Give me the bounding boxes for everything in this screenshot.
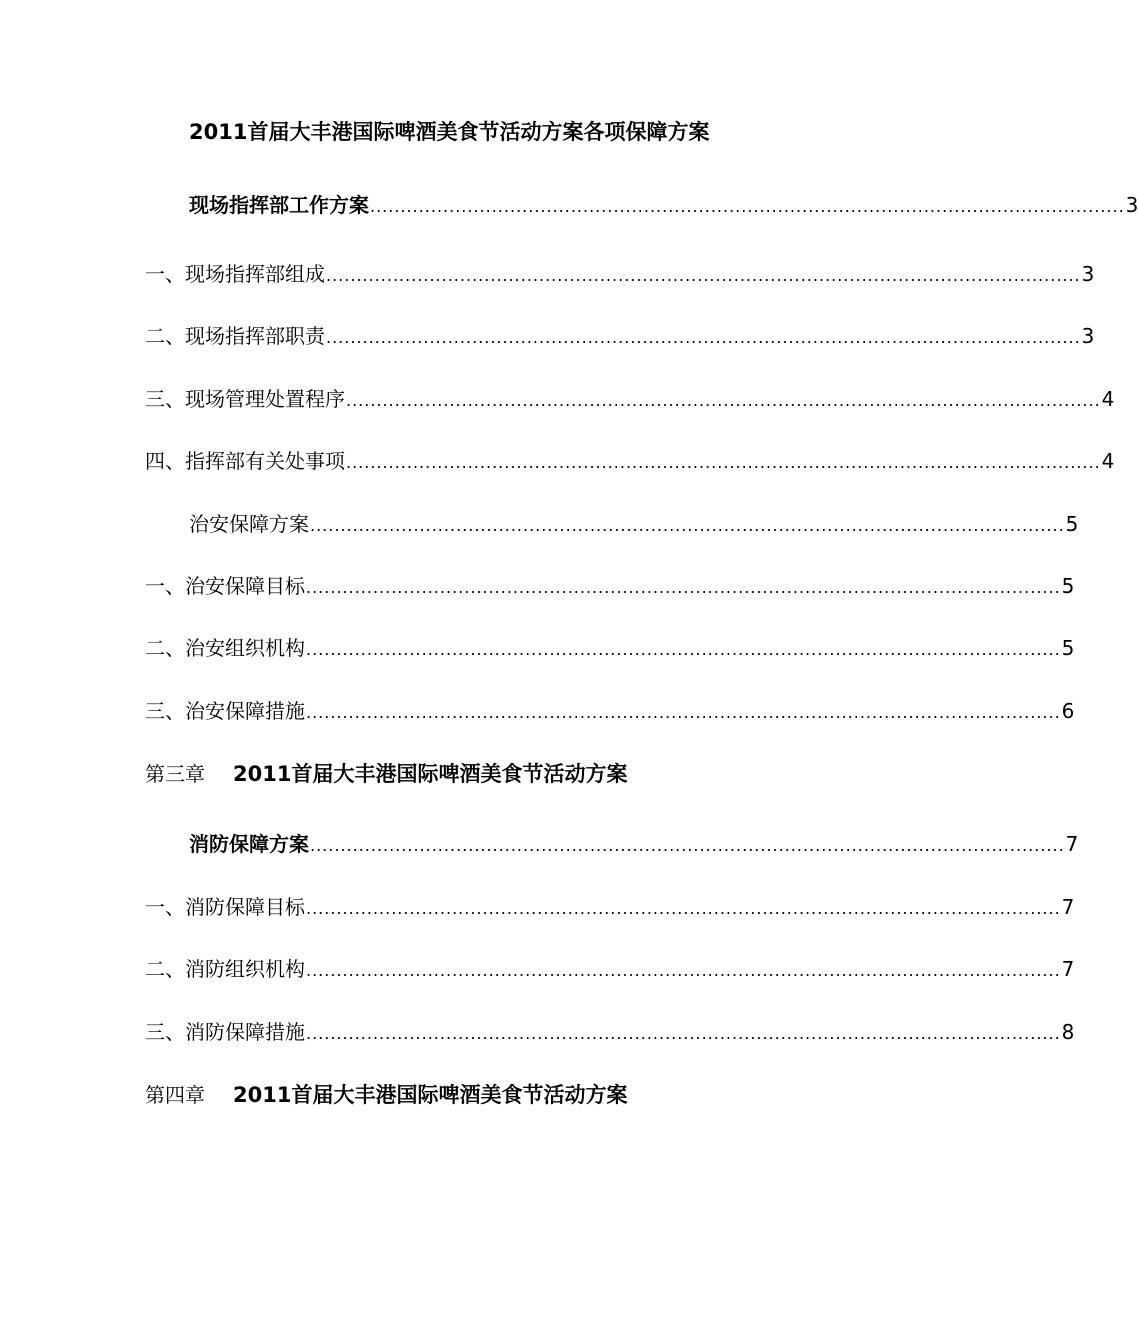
toc-entry-label: 一、消防保障目标 (145, 895, 305, 919)
document-title: 2011首届大丰港国际啤酒美食节活动方案各项保障方案 (189, 120, 710, 144)
toc-entry[interactable] (145, 954, 1075, 984)
toc-entry-label: 现场指挥部工作方案 (189, 193, 369, 217)
chapter-title: 2011首届大丰港国际啤酒美食节活动方案 (233, 1083, 628, 1107)
toc-leader-dots: ............................................................................................................................ (310, 516, 1065, 535)
toc-entry-label: 二、治安组织机构 (145, 636, 305, 660)
toc-entry[interactable] (145, 633, 1075, 663)
toc-entry[interactable] (145, 571, 1075, 601)
toc-entry-page: 7 (1061, 895, 1075, 919)
toc-entry[interactable] (145, 696, 1075, 726)
toc-leader-dots: ............................................................................................................................ (306, 899, 1061, 918)
toc-leader-dots: ............................................................................................................................ (310, 836, 1065, 855)
toc-entry-label: 消防保障方案 (189, 832, 309, 856)
toc-entry-page: 3 (1081, 262, 1095, 286)
toc-entry[interactable] (189, 829, 1079, 859)
toc-entry[interactable] (145, 321, 1095, 351)
toc-entry-label: 一、治安保障目标 (145, 574, 305, 598)
toc-leader-dots: ............................................................................................................................ (326, 328, 1081, 347)
toc-entry-label: 三、现场管理处置程序 (145, 387, 345, 411)
toc-leader-dots: ............................................................................................................................ (306, 578, 1061, 597)
toc-entry-page: 5 (1061, 636, 1075, 660)
toc-entry-page: 6 (1061, 699, 1075, 723)
toc-entry-page: 4 (1101, 449, 1115, 473)
toc-entry[interactable] (189, 190, 1138, 220)
toc-entry-page: 8 (1061, 1020, 1075, 1044)
toc-entry[interactable] (145, 892, 1075, 922)
toc-leader-dots: ............................................................................................................................ (346, 391, 1101, 410)
toc-entry[interactable] (189, 509, 1079, 539)
toc-entry-page: 3 (1081, 324, 1095, 348)
toc-entry-label: 二、消防组织机构 (145, 957, 305, 981)
toc-entry-page: 5 (1065, 512, 1079, 536)
toc-leader-dots: ............................................................................................................................ (370, 197, 1125, 216)
toc-entry-label: 治安保障方案 (189, 512, 309, 536)
toc-entry-page: 5 (1061, 574, 1075, 598)
toc-entry-label: 四、指挥部有关处事项 (145, 449, 345, 473)
toc-entry[interactable] (145, 259, 1095, 289)
chapter-number: 第三章 (145, 762, 205, 786)
toc-leader-dots: ............................................................................................................................ (306, 1024, 1061, 1043)
toc-entry-page: 4 (1101, 387, 1115, 411)
toc-leader-dots: ............................................................................................................................ (306, 703, 1061, 722)
toc-entry-label: 二、现场指挥部职责 (145, 324, 325, 348)
toc-leader-dots: ............................................................................................................................ (326, 266, 1081, 285)
chapter-heading[interactable] (145, 759, 627, 789)
toc-entry-page: 7 (1061, 957, 1075, 981)
toc-entry-page: 7 (1065, 832, 1079, 856)
toc-entry-page: 3 (1125, 193, 1138, 217)
toc-entry-label: 三、治安保障措施 (145, 699, 305, 723)
chapter-number: 第四章 (145, 1083, 205, 1107)
toc-leader-dots: ............................................................................................................................ (306, 961, 1061, 980)
toc-entry[interactable] (145, 446, 1115, 476)
toc-entry[interactable] (145, 1017, 1075, 1047)
toc-entry[interactable] (145, 384, 1115, 414)
toc-entry-label: 一、现场指挥部组成 (145, 262, 325, 286)
toc-leader-dots: ............................................................................................................................ (306, 640, 1061, 659)
toc-leader-dots: ............................................................................................................................ (346, 453, 1101, 472)
toc-entry-label: 三、消防保障措施 (145, 1020, 305, 1044)
chapter-title: 2011首届大丰港国际啤酒美食节活动方案 (233, 762, 628, 786)
chapter-heading[interactable] (145, 1080, 627, 1110)
